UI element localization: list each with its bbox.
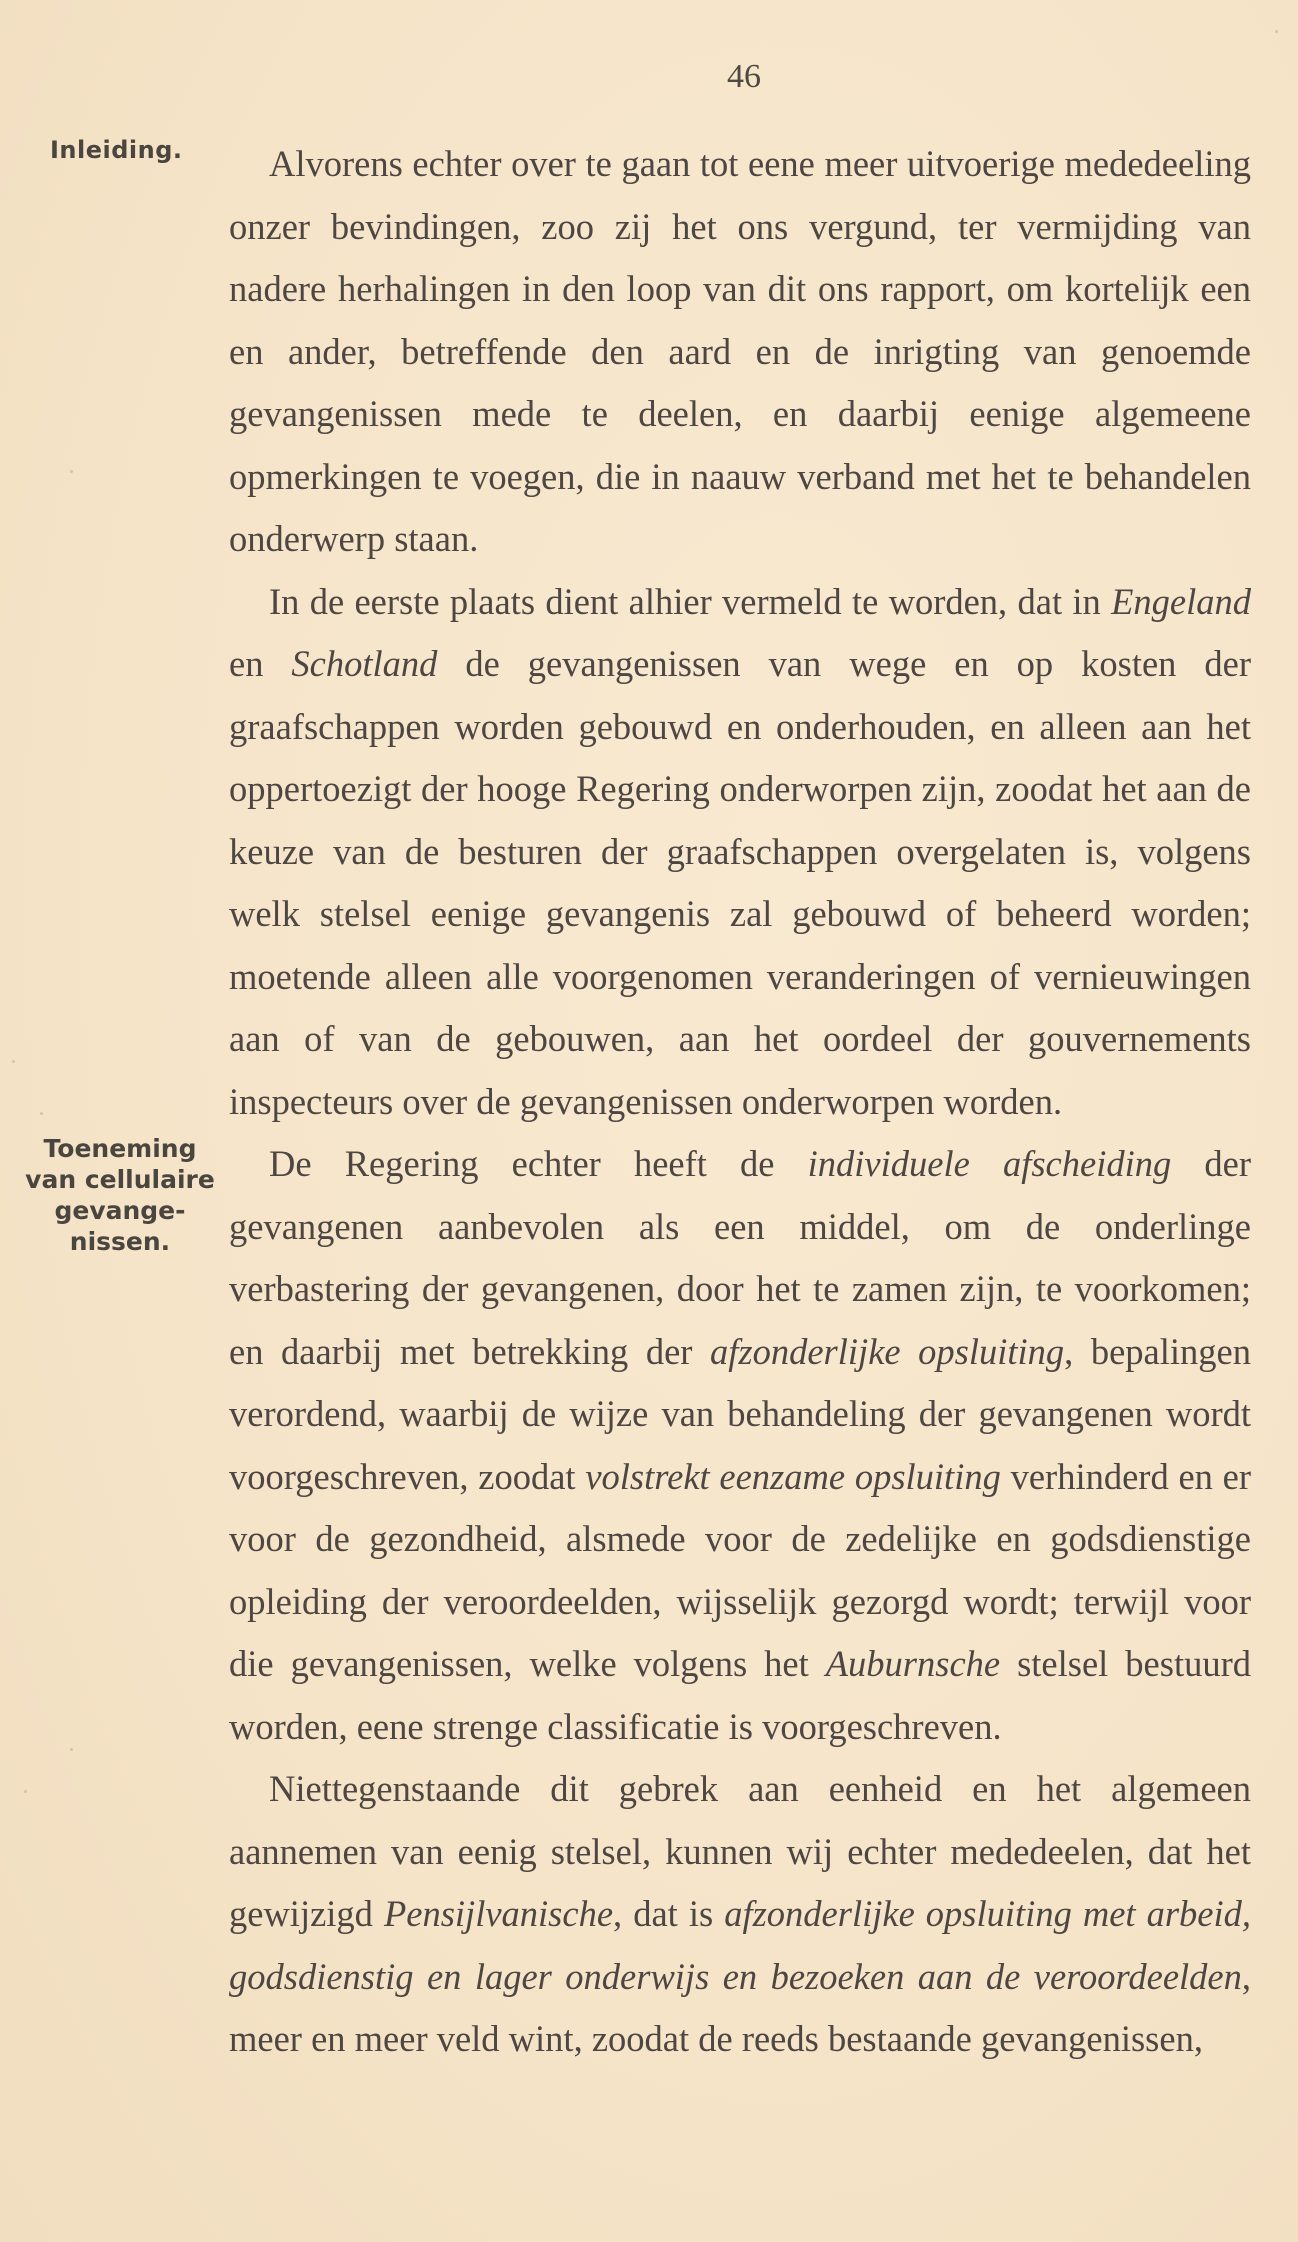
paper-speck [70, 470, 73, 473]
text-run: en [229, 643, 292, 684]
italic-text: Pensijlvanische [383, 1893, 614, 1934]
margin-note-inleiding: Inleiding. [50, 136, 183, 164]
text-run: , meer en meer veld wint, zoodat de reeds bestaande gevangenissen, [229, 1955, 1251, 2059]
italic-text: volstrekt eenzame opsluiting [585, 1455, 1001, 1497]
paper-speck [1275, 30, 1278, 33]
italic-text: Engeland [1111, 580, 1251, 622]
margin-note-line: nissen. [69, 1227, 171, 1256]
text-run: In de eerste plaats dient alhier vermeld te worden, dat in [269, 580, 1112, 622]
margin-note-line: Toeneming [43, 1134, 197, 1163]
paper-speck [12, 1060, 15, 1063]
paragraph [229, 571, 1251, 1134]
margin-note-line: van cellulaire [25, 1165, 215, 1194]
italic-text: individuele afscheiding [807, 1143, 1172, 1184]
paper-speck [24, 1790, 27, 1793]
margin-note-toeneming [20, 1133, 220, 1257]
italic-text: Schotland [291, 643, 438, 684]
page-number: 46 [727, 58, 761, 95]
paper-speck [40, 1112, 43, 1115]
italic-text: afzonderlijke opsluiting [710, 1330, 1065, 1372]
paragraph [229, 1133, 1251, 1758]
text-run: Alvorens echter over te gaan tot eene meer uitvoerige mededeeling onzer bevindingen, zoo zij het ons vergund, ter vermijding van nadere herhalingen in den loop van dit ons rapport, om kortelijk een en ander, betreffende den aard en de inrigting van genoemde gevangenissen mede te deelen, en daarbij eenige algemeene opmerkingen te voegen, die in naauw verband met het te behandelen onderwerp staan. [229, 143, 1251, 559]
paper-speck [70, 1748, 73, 1751]
italic-text: afzonderlijke opsluiting met arbeid, godsdienstig en lager onderwijs en bezoeken aan de veroordeelden [229, 1893, 1252, 1997]
paragraph [229, 133, 1251, 571]
margin-note-line: gevange- [54, 1196, 186, 1225]
body-text [229, 133, 1251, 2071]
text-run: stelsel bestuurd worden, eene strenge classificatie is voorgeschreven. [229, 1643, 1251, 1747]
text-run: de gevangenissen van wege en op kosten der graafschappen worden gebouwd en onderhouden, en alleen aan het oppertoezigt der hooge Regering onderworpen zijn, zoodat het aan de keuze van de besturen der graafschappen overgelaten is, volgens welk stelsel eenige gevangenis zal gebouwd of beheerd worden; moetende alleen alle voorgenomen veranderingen of vernieuwingen aan of van de gebouwen, aan het oordeel der gouvernements inspecteurs over de gevangenissen onderworpen worden. [229, 643, 1251, 1122]
text-run: , dat is [613, 1893, 725, 1934]
text-run: verhinderd en er voor de gezondheid, alsmede voor de zedelijke en godsdienstige opleiding der veroordeelden, wijsselijk gezorgd wordt; terwijl voor die gevangenissen, welke volgens het [229, 1455, 1251, 1684]
text-run: De Regering echter heeft de [269, 1143, 808, 1184]
text-run: , bepalingen verordend, waarbij de wijze van behandeling der gevangenen wordt voorgeschreven, zoodat [229, 1330, 1251, 1497]
paragraph [229, 1758, 1251, 2071]
text-run: Niettegenstaande dit gebrek aan eenheid en het algemeen aannemen van eenig stelsel, kunnen wij echter mededeelen, dat het gewijzigd [229, 1768, 1251, 1934]
italic-text: Auburnsche [825, 1643, 1001, 1684]
text-run: der gevangenen aanbevolen als een middel, om de onderlinge verbastering der gevangenen, door het te zamen zijn, te voorkomen; en daarbij met betrekking der [229, 1143, 1251, 1372]
